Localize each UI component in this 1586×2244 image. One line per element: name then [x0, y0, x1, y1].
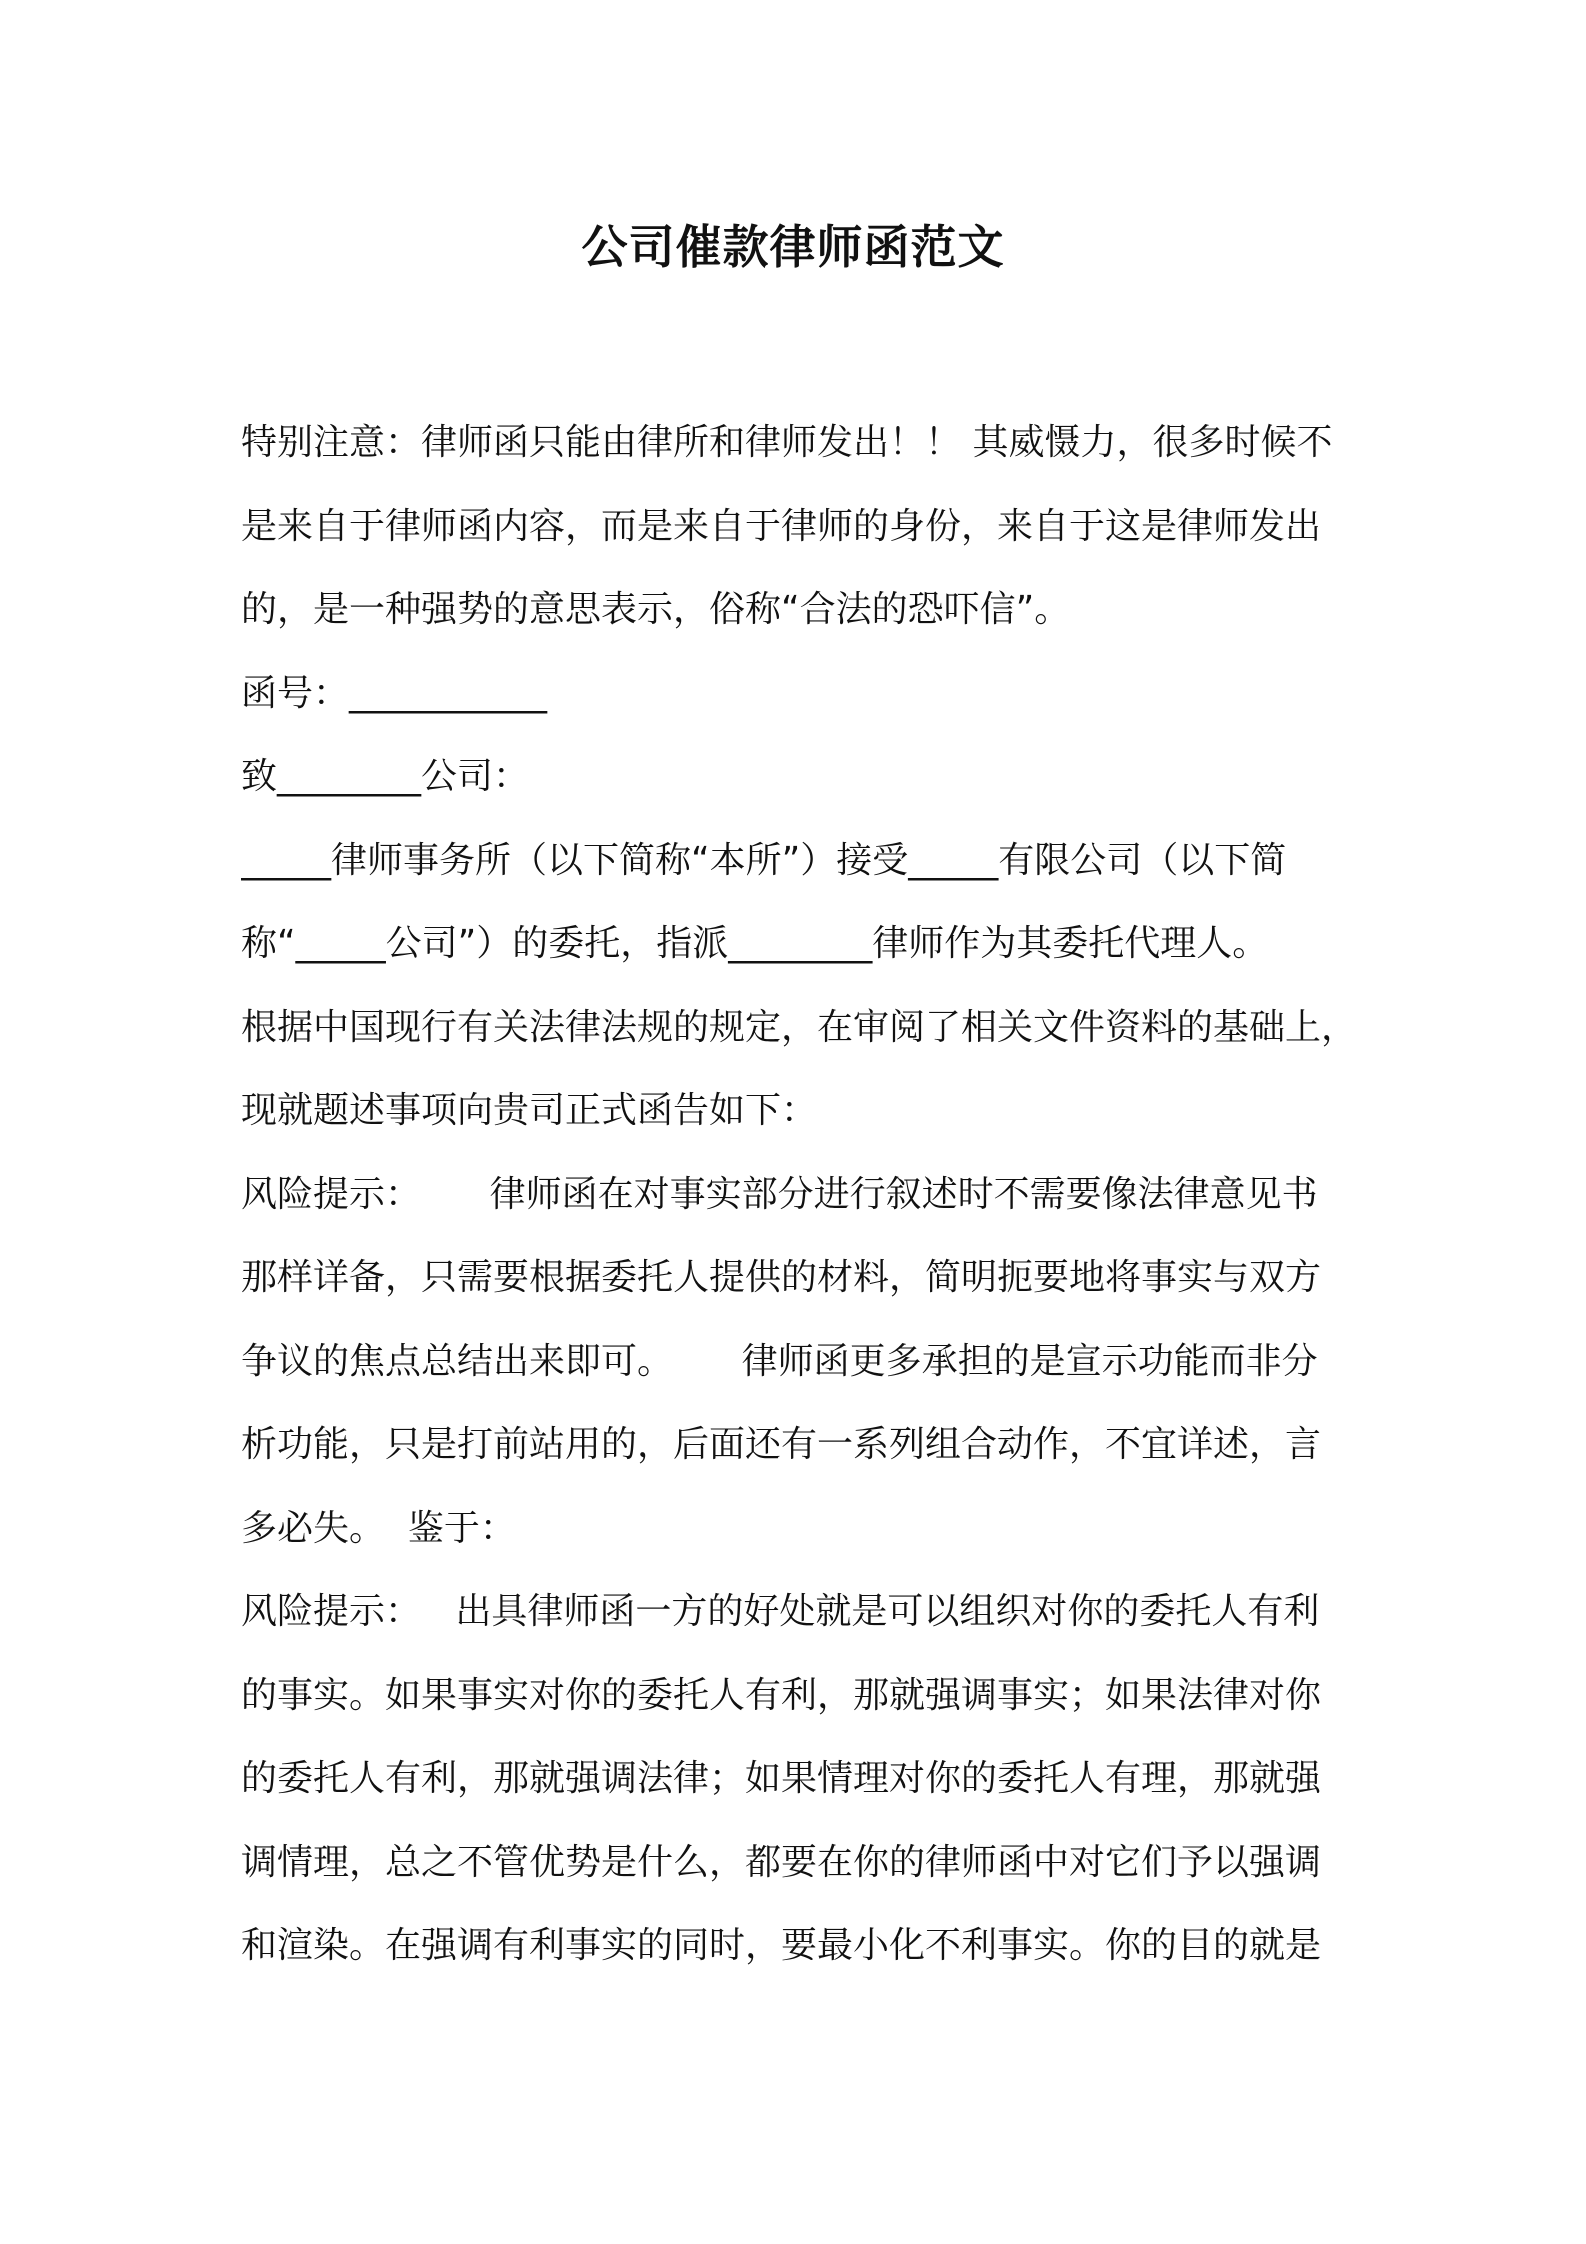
- risk-tip-2-line-1: 风险提示： 出具律师函一方的好处就是可以组织对你的委托人有利: [241, 1591, 1320, 1632]
- document-body: [241, 401, 1361, 1988]
- risk-tip-1-line-5: 多必失。 鉴于：: [241, 1507, 516, 1549]
- risk-tip-1-line-4: 析功能，只是打前站用的，后面还有一系列组合动作，不宜详述，言: [241, 1424, 1322, 1465]
- risk-tip-2-line-2: 的事实。如果事实对你的委托人有利，那就强调事实；如果法律对你: [241, 1674, 1322, 1716]
- risk-tip-2-line-3: 的委托人有利，那就强调法律；如果情理对你的委托人有理，那就强: [241, 1758, 1322, 1799]
- special-notice-line-2: 是来自于律师函内容，而是来自于律师的身份，来自于这是律师发出: [241, 505, 1322, 547]
- risk-tip-2-line-4: 调情理，总之不管优势是什么，都要在你的律师函中对它们予以强调: [241, 1841, 1322, 1883]
- special-notice-line-3: 的，是一种强势的意思表示，俗称“合法的恐吓信”。: [241, 589, 1071, 630]
- letter-number-line: 函号：___________: [241, 672, 548, 714]
- risk-tip-1-line-1: 风险提示： 律师函在对事实部分进行叙述时不需要像法律意见书: [241, 1173, 1318, 1215]
- recipient-line: 致________公司：: [241, 756, 530, 797]
- engagement-paragraph-line-2: 称“_____公司”）的委托，指派________律师作为其委托代理人。: [241, 923, 1269, 964]
- engagement-paragraph-line-1: _____律师事务所（以下简称“本所”）接受_____有限公司（以下简: [241, 839, 1287, 881]
- risk-tip-1-line-3: 争议的焦点总结出来即可。 律师函更多承担的是宣示功能而非分: [241, 1340, 1318, 1382]
- engagement-paragraph-line-4: 现就题述事项向贵司正式函告如下：: [241, 1090, 818, 1131]
- risk-tip-1-line-2: 那样详备，只需要根据委托人提供的材料，简明扼要地将事实与双方: [241, 1257, 1322, 1298]
- document-title: 公司催款律师函范文: [581, 220, 1005, 274]
- special-notice-line-1: 特别注意：律师函只能由律所和律师发出！！ 其威慑力，很多时候不: [241, 422, 1333, 463]
- engagement-paragraph-line-3: 根据中国现行有关法律法规的规定，在审阅了相关文件资料的基础上，: [241, 1006, 1358, 1048]
- risk-tip-2-line-5: 和渲染。在强调有利事实的同时，要最小化不利事实。你的目的就是: [241, 1925, 1322, 1966]
